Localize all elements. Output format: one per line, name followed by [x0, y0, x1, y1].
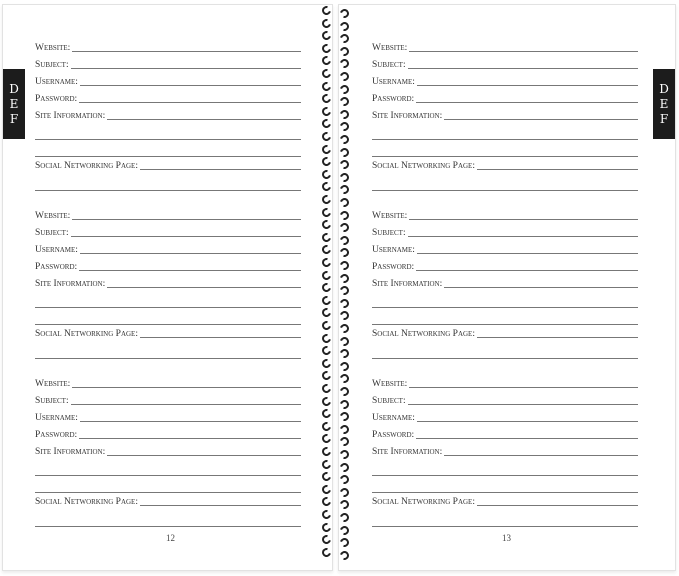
field-subject[interactable] — [35, 395, 301, 407]
field-label: Subject: — [372, 228, 406, 238]
field-label: Password: — [372, 94, 415, 104]
field-site-information[interactable] — [35, 110, 301, 122]
field-username[interactable] — [35, 244, 301, 256]
spiral-coil — [320, 17, 332, 29]
spiral-coil — [338, 20, 350, 32]
spiral-coil — [320, 219, 332, 231]
spiral-coil — [320, 42, 332, 54]
tab-letter-d: D — [659, 81, 669, 96]
write-in-rule[interactable] — [80, 85, 301, 86]
spiral-coil — [320, 206, 332, 218]
spiral-coil — [320, 67, 332, 79]
spiral-coil — [338, 58, 350, 70]
spiral-coil — [320, 521, 332, 533]
spiral-coil — [320, 458, 332, 470]
write-in-rule[interactable] — [140, 505, 301, 506]
page-number-left: 12 — [166, 533, 175, 543]
write-in-rule[interactable] — [372, 358, 638, 359]
field-label: Social Networking Page: — [372, 161, 475, 171]
field-label: Website: — [372, 211, 408, 221]
write-in-rule[interactable] — [417, 253, 638, 254]
spiral-coil — [338, 247, 350, 259]
spiral-coil — [320, 181, 332, 193]
spiral-coil — [338, 33, 350, 45]
field-label: Social Networking Page: — [372, 329, 475, 339]
field-site-information[interactable] — [372, 446, 638, 458]
field-label: Subject: — [35, 60, 69, 70]
write-in-rule[interactable] — [35, 156, 301, 157]
write-in-rule[interactable] — [372, 526, 638, 527]
field-label: Site Information: — [372, 447, 443, 457]
blank-line[interactable] — [372, 466, 638, 478]
field-username[interactable] — [372, 244, 638, 256]
spiral-coil — [320, 231, 332, 243]
field-site-information[interactable] — [35, 278, 301, 290]
write-in-rule[interactable] — [71, 236, 301, 237]
write-in-rule[interactable] — [140, 337, 301, 338]
spiral-coil — [338, 373, 350, 385]
spiral-coil — [338, 133, 350, 145]
field-label: Social Networking Page: — [35, 329, 138, 339]
field-website[interactable] — [372, 378, 638, 390]
write-in-rule[interactable] — [408, 404, 638, 405]
tab-letter-f: F — [659, 111, 669, 126]
field-label: Password: — [372, 430, 415, 440]
spiral-coil — [320, 130, 332, 142]
write-in-rule[interactable] — [80, 253, 301, 254]
field-username[interactable] — [372, 76, 638, 88]
spiral-coil — [338, 335, 350, 347]
spiral-coil — [338, 184, 350, 196]
field-label: Password: — [35, 430, 78, 440]
field-website[interactable] — [35, 42, 301, 54]
field-social[interactable] — [35, 160, 301, 172]
spiral-coil — [338, 524, 350, 536]
field-password[interactable] — [372, 93, 638, 105]
spiral-coil — [338, 171, 350, 183]
spiral-coil — [320, 534, 332, 546]
spiral-coil — [320, 357, 332, 369]
spiral-coil — [320, 508, 332, 520]
blank-line[interactable] — [35, 349, 301, 361]
blank-line[interactable] — [35, 147, 301, 159]
spiral-coil — [338, 360, 350, 372]
field-label: Username: — [35, 77, 78, 87]
spiral-binding — [319, 6, 353, 566]
spiral-coil — [320, 244, 332, 256]
spiral-coil — [320, 55, 332, 67]
spiral-coil — [320, 93, 332, 105]
blank-line[interactable] — [35, 483, 301, 495]
spiral-coil — [320, 546, 332, 558]
write-in-rule[interactable] — [444, 455, 638, 456]
spiral-coil — [338, 322, 350, 334]
field-label: Website: — [35, 211, 71, 221]
spiral-coil — [338, 234, 350, 246]
blank-line[interactable] — [35, 181, 301, 193]
write-in-rule[interactable] — [140, 169, 301, 170]
spiral-coil — [338, 45, 350, 57]
field-label: Password: — [372, 262, 415, 272]
spiral-coil — [338, 196, 350, 208]
write-in-rule[interactable] — [444, 287, 638, 288]
blank-line[interactable] — [372, 298, 638, 310]
write-in-rule[interactable] — [372, 156, 638, 157]
field-subject[interactable] — [372, 395, 638, 407]
spiral-coil — [338, 511, 350, 523]
tab-letter-e: E — [659, 96, 669, 111]
spiral-coil — [320, 307, 332, 319]
spiral-coil — [338, 448, 350, 460]
field-label: Social Networking Page: — [35, 497, 138, 507]
write-in-rule[interactable] — [408, 68, 638, 69]
field-label: Username: — [372, 413, 415, 423]
field-social[interactable] — [35, 496, 301, 508]
page-number-right: 13 — [502, 533, 511, 543]
spiral-coil — [320, 80, 332, 92]
spiral-coil — [338, 348, 350, 360]
field-site-information[interactable] — [35, 446, 301, 458]
write-in-rule[interactable] — [417, 85, 638, 86]
spiral-coil — [338, 209, 350, 221]
spiral-coil — [320, 143, 332, 155]
blank-line[interactable] — [372, 315, 638, 327]
write-in-rule[interactable] — [477, 505, 638, 506]
spiral-coil — [320, 332, 332, 344]
field-label: Social Networking Page: — [372, 497, 475, 507]
spiral-coil — [320, 382, 332, 394]
write-in-rule[interactable] — [72, 51, 301, 52]
spiral-coil — [338, 461, 350, 473]
blank-line[interactable] — [372, 147, 638, 159]
spiral-coil — [338, 297, 350, 309]
write-in-rule[interactable] — [80, 421, 301, 422]
spiral-coil — [320, 4, 332, 16]
write-in-rule[interactable] — [107, 455, 301, 456]
spiral-coil — [338, 398, 350, 410]
write-in-rule[interactable] — [35, 307, 301, 308]
field-password[interactable] — [372, 261, 638, 273]
blank-line[interactable] — [372, 130, 638, 142]
spiral-coil — [338, 423, 350, 435]
write-in-rule[interactable] — [417, 421, 638, 422]
spiral-coil — [338, 285, 350, 297]
field-website[interactable] — [372, 42, 638, 54]
spiral-coil — [320, 345, 332, 357]
spiral-coil — [320, 395, 332, 407]
spiral-coil — [338, 537, 350, 549]
field-username[interactable] — [372, 412, 638, 424]
field-label: Website: — [372, 379, 408, 389]
write-in-rule[interactable] — [409, 219, 638, 220]
spiral-coil — [320, 408, 332, 420]
field-password[interactable] — [35, 261, 301, 273]
field-label: Website: — [372, 43, 408, 53]
field-social[interactable] — [372, 160, 638, 172]
spiral-coil — [320, 496, 332, 508]
field-label: Username: — [35, 245, 78, 255]
write-in-rule[interactable] — [477, 169, 638, 170]
write-in-rule[interactable] — [416, 270, 638, 271]
tab-letter-e: E — [9, 96, 19, 111]
field-subject[interactable] — [372, 59, 638, 71]
spiral-coil — [338, 474, 350, 486]
spiral-coil — [320, 256, 332, 268]
spiral-coil — [338, 385, 350, 397]
field-label: Site Information: — [35, 447, 106, 457]
blank-line[interactable] — [372, 349, 638, 361]
write-in-rule[interactable] — [372, 307, 638, 308]
alpha-tab-left[interactable] — [3, 69, 25, 139]
write-in-rule[interactable] — [409, 387, 638, 388]
write-in-rule[interactable] — [35, 475, 301, 476]
write-in-rule[interactable] — [107, 119, 301, 120]
spiral-coil — [320, 370, 332, 382]
write-in-rule[interactable] — [72, 219, 301, 220]
spiral-coil — [320, 168, 332, 180]
field-website[interactable] — [35, 210, 301, 222]
blank-line[interactable] — [372, 181, 638, 193]
field-label: Social Networking Page: — [35, 161, 138, 171]
field-label: Password: — [35, 94, 78, 104]
write-in-rule[interactable] — [35, 492, 301, 493]
field-social[interactable] — [35, 328, 301, 340]
write-in-rule[interactable] — [35, 190, 301, 191]
field-label: Username: — [35, 413, 78, 423]
field-label: Site Information: — [35, 111, 106, 121]
field-password[interactable] — [35, 429, 301, 441]
field-site-information[interactable] — [372, 110, 638, 122]
write-in-rule[interactable] — [372, 190, 638, 191]
write-in-rule[interactable] — [372, 139, 638, 140]
field-password[interactable] — [35, 93, 301, 105]
field-site-information[interactable] — [372, 278, 638, 290]
blank-line[interactable] — [35, 130, 301, 142]
field-label: Website: — [35, 379, 71, 389]
field-label: Subject: — [35, 228, 69, 238]
write-in-rule[interactable] — [477, 337, 638, 338]
spiral-coil — [320, 193, 332, 205]
spiral-coil — [338, 486, 350, 498]
spiral-coil — [320, 445, 332, 457]
write-in-rule[interactable] — [79, 270, 301, 271]
spiral-coil — [338, 222, 350, 234]
alpha-tab-right[interactable] — [653, 69, 675, 139]
write-in-rule[interactable] — [35, 139, 301, 140]
write-in-rule[interactable] — [416, 438, 638, 439]
write-in-rule[interactable] — [107, 287, 301, 288]
spiral-coil — [338, 7, 350, 19]
spiral-coil — [320, 483, 332, 495]
field-password[interactable] — [372, 429, 638, 441]
write-in-rule[interactable] — [372, 492, 638, 493]
field-label: Site Information: — [372, 111, 443, 121]
field-social[interactable] — [372, 328, 638, 340]
blank-line[interactable] — [35, 466, 301, 478]
spiral-coil — [320, 30, 332, 42]
write-in-rule[interactable] — [372, 475, 638, 476]
tab-letter-f: F — [9, 111, 19, 126]
write-in-rule[interactable] — [409, 51, 638, 52]
write-in-rule[interactable] — [416, 102, 638, 103]
write-in-rule[interactable] — [71, 68, 301, 69]
spiral-coil — [320, 118, 332, 130]
field-label: Subject: — [35, 396, 69, 406]
spiral-coil — [320, 269, 332, 281]
spiral-coil — [338, 499, 350, 511]
spiral-coil — [320, 105, 332, 117]
spiral-coil — [338, 70, 350, 82]
tab-letter-d: D — [9, 81, 19, 96]
field-label: Subject: — [372, 60, 406, 70]
write-in-rule[interactable] — [79, 438, 301, 439]
blank-line[interactable] — [372, 483, 638, 495]
write-in-rule[interactable] — [35, 324, 301, 325]
spiral-coil — [338, 259, 350, 271]
field-username[interactable] — [35, 76, 301, 88]
spiral-coil — [338, 411, 350, 423]
field-website[interactable] — [35, 378, 301, 390]
spiral-coil — [320, 471, 332, 483]
field-social[interactable] — [372, 496, 638, 508]
field-label: Username: — [372, 245, 415, 255]
field-subject[interactable] — [35, 227, 301, 239]
field-subject[interactable] — [35, 59, 301, 71]
field-label: Subject: — [372, 396, 406, 406]
write-in-rule[interactable] — [444, 119, 638, 120]
blank-line[interactable] — [372, 517, 638, 529]
write-in-rule[interactable] — [72, 387, 301, 388]
field-subject[interactable] — [372, 227, 638, 239]
spiral-coil — [320, 433, 332, 445]
blank-line[interactable] — [35, 315, 301, 327]
write-in-rule[interactable] — [71, 404, 301, 405]
write-in-rule[interactable] — [35, 526, 301, 527]
spiral-coil — [338, 121, 350, 133]
spiral-coil — [320, 294, 332, 306]
blank-line[interactable] — [35, 517, 301, 529]
write-in-rule[interactable] — [408, 236, 638, 237]
spiral-coil — [320, 156, 332, 168]
write-in-rule[interactable] — [35, 358, 301, 359]
write-in-rule[interactable] — [79, 102, 301, 103]
spiral-coil — [338, 96, 350, 108]
field-label: Site Information: — [372, 279, 443, 289]
field-website[interactable] — [372, 210, 638, 222]
spiral-coil — [320, 319, 332, 331]
spiral-coil — [320, 282, 332, 294]
spiral-coil — [338, 108, 350, 120]
spiral-coil — [338, 436, 350, 448]
field-username[interactable] — [35, 412, 301, 424]
spiral-coil — [338, 310, 350, 322]
spiral-coil — [338, 159, 350, 171]
blank-line[interactable] — [35, 298, 301, 310]
field-label: Username: — [372, 77, 415, 87]
field-label: Site Information: — [35, 279, 106, 289]
write-in-rule[interactable] — [372, 324, 638, 325]
spiral-coil — [320, 420, 332, 432]
spiral-coil — [338, 272, 350, 284]
field-label: Password: — [35, 262, 78, 272]
field-label: Website: — [35, 43, 71, 53]
spiral-coil — [338, 83, 350, 95]
spiral-coil — [338, 549, 350, 561]
spiral-coil — [338, 146, 350, 158]
